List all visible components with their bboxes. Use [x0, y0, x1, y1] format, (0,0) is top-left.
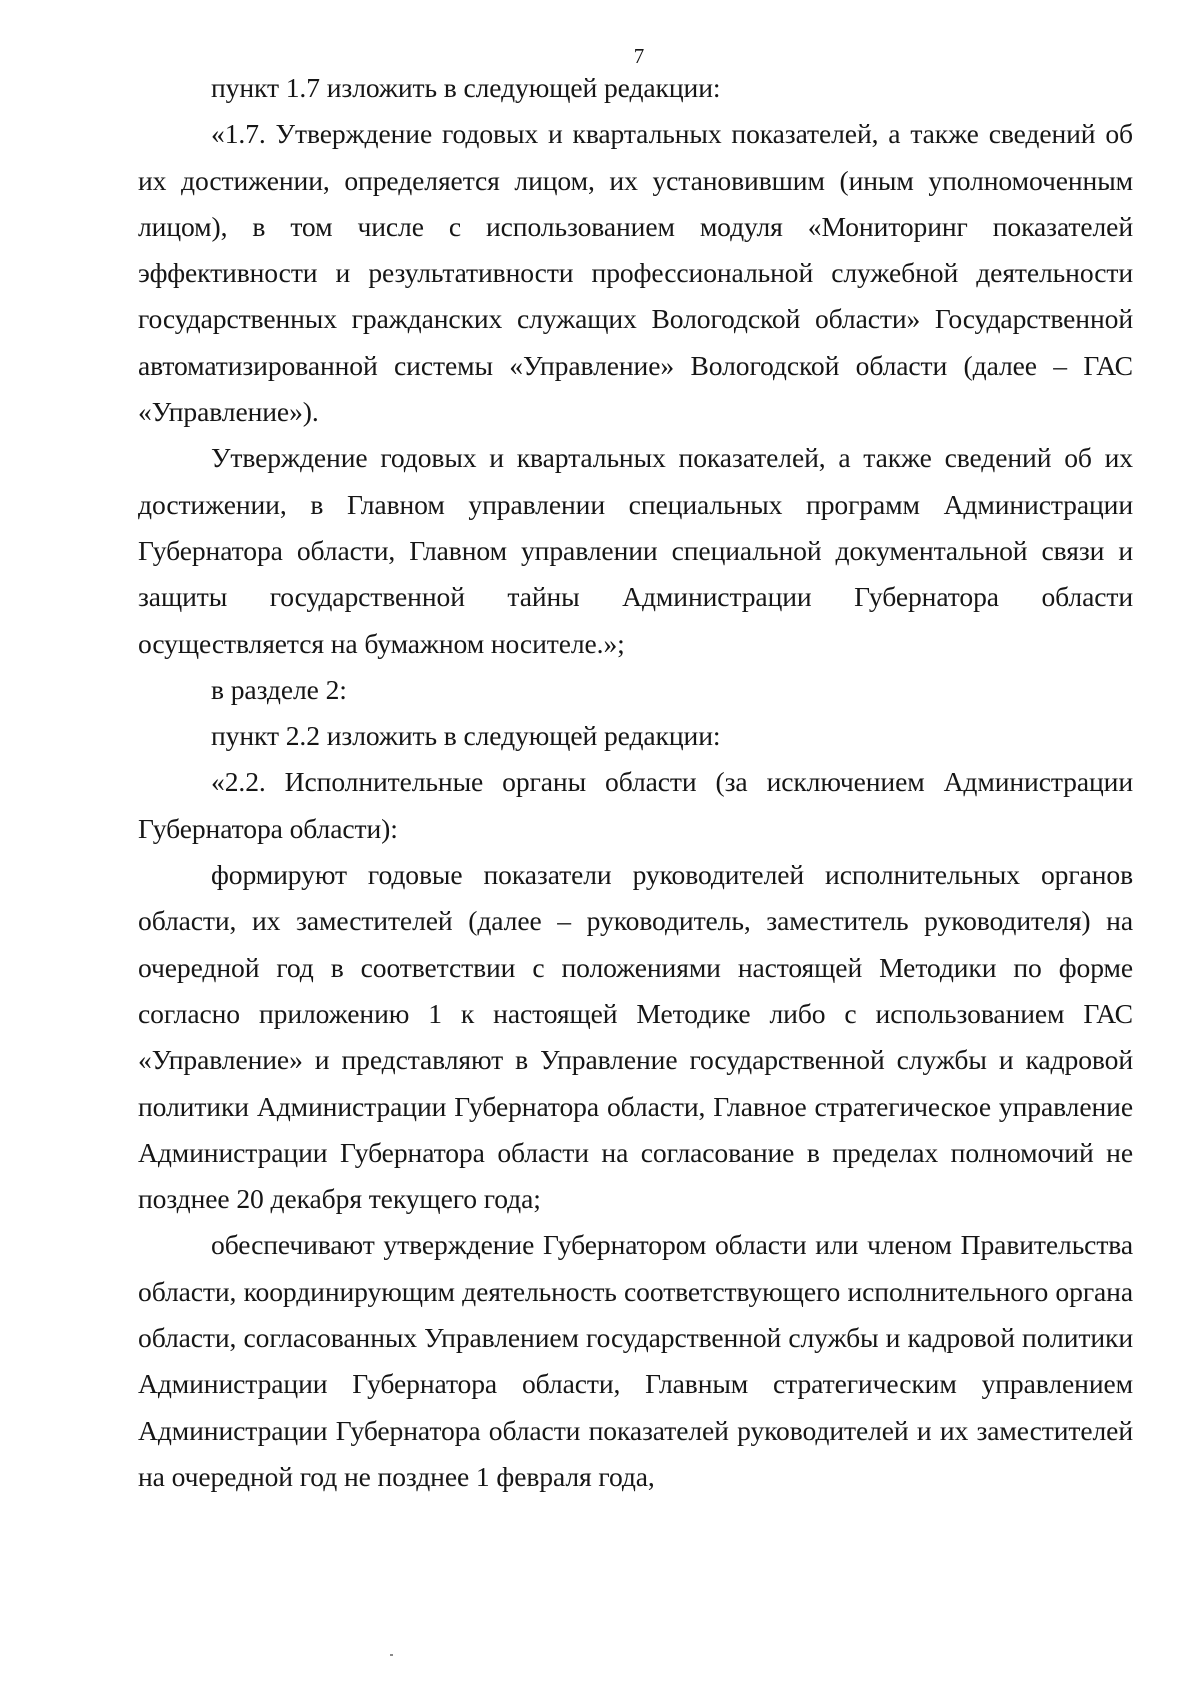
document-body — [138, 65, 1133, 1500]
paragraph-section-2-heading: в разделе 2: — [211, 673, 347, 705]
paragraph-item-2-2-intro: «2.2. Исполнительные органы области (за исключением Администрации Губернатора области): — [138, 766, 1133, 844]
paragraph-amend-item-2-2: пункт 2.2 изложить в следующей редакции: — [211, 720, 721, 752]
paragraph-item-2-2-approval: обеспечивают утверждение Губернатором области или членом Правительства области, координирующим деятельность соответствующего исполнительного органа области, согласованных Управлением государственной службы и кадровой политики Администрации Губернатора области, Главным стратегическим управлением Администрации Губернатора области показателей руководителей и их заместителей на очередной год не позднее 1 февраля года, — [138, 1229, 1133, 1492]
paragraph-item-1-7-text: «1.7. Утверждение годовых и квартальных показателей, а также сведений об их достижении, определяется лицом, их установившим (иным уполномоченным лицом), в том числе с использованием модуля «Мониторинг показателей эффективности и результативности профессиональной служебной деятельности государственных гражданских служащих Вологодской области» Государственной автоматизированной системы «Управление» Вологодской области (далее – ГАС «Управление»). — [138, 118, 1133, 428]
paragraph-item-1-7-paper-approval: Утверждение годовых и квартальных показателей, а также сведений об их достижении, в Главном управлении специальных программ Администрации Губернатора области, Главном управлении специальной документальной связи и защиты государственной тайны Администрации Губернатора области осуществляется на бумажном носителе.»; — [138, 442, 1133, 659]
paragraph-amend-item-1-7: пункт 1.7 изложить в следующей редакции: — [211, 72, 721, 103]
paragraph-item-2-2-form-indicators: формируют годовые показатели руководителей исполнительных органов области, их заместителей (далее – руководитель, заместитель руководителя) на очередной год в соответствии с положениями настоящей Методики по форме согласно приложению 1 к настоящей Методике либо с использованием ГАС «Управление» и представляют в Управление государственной службы и кадровой политики Администрации Губернатора области, Главное стратегическое управление Администрации Губернатора области на согласование в пределах полномочий не позднее 20 декабря текущего года; — [138, 859, 1133, 1215]
scan-artifact-dot — [390, 1654, 393, 1656]
page-number: 7 — [633, 44, 645, 68]
